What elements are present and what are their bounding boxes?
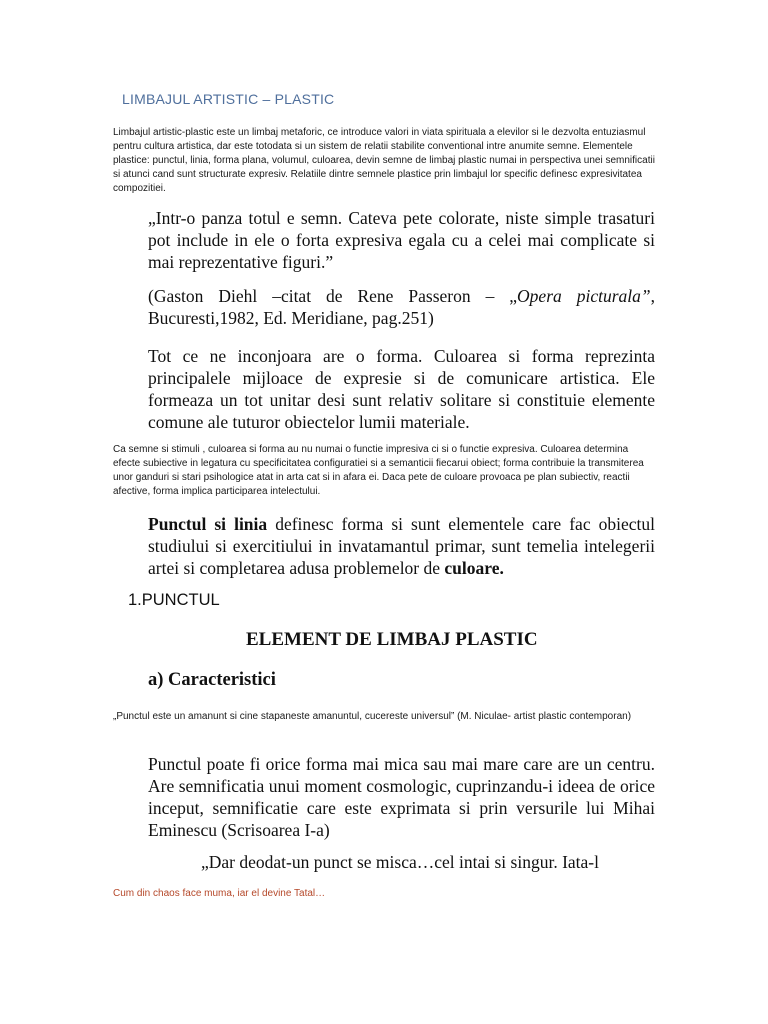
forma-paragraph (113, 345, 655, 433)
culoare-bold: culoare. (444, 558, 504, 578)
document-heading: LIMBAJUL ARTISTIC – PLASTIC (122, 91, 335, 107)
quote-paragraph (113, 207, 655, 273)
intro-paragraph: Limbajul artistic-plastic este un limbaj metaforic, ce introduce valori in viata spirituala a elevilor si le dezvolta entuziasmul pentru cultura artistica, dar este totodata si un sistem de relatii stabilite conventional intre anumite semne. Elementele plastice: punctul, linia, forma plana, volumul, culoarea, devin semne de limbaj plastic numai in perspectiva unei semnificatii si atunci cand sunt structurate expresiv. Relatiile dintre semnele plastice prin limbajul lor specific definesc expresivitatea compozitiei. (113, 127, 655, 194)
citation-text (113, 285, 655, 329)
quote-text: „Intr-o panza totul e semn. Cateva pete colorate, niste simple trasaturi pot include in ele o forta expresiva egala cu a celei mai complicate si mai reprezentative figuri.” (148, 208, 655, 272)
poem-line: „Dar deodat-un punct se misca…cel intai si singur. Iata-l (201, 852, 599, 872)
citation-after: , Bucuresti,1982, Ed. Meridiane, pag.251) (148, 286, 655, 328)
punct-paragraph (113, 753, 655, 841)
citation-before: (Gaston Diehl –citat de Rene Passeron – „ (148, 286, 518, 306)
section-heading: 1.PUNCTUL (128, 591, 220, 609)
punct-linia-text (113, 513, 655, 579)
section-title: ELEMENT DE LIMBAJ PLASTIC (246, 629, 538, 650)
punct-text: Punctul poate fi orice forma mai mica sau mai mare care are un centru. Are semnificatia unui moment cosmologic, cuprinzandu-i ideea de orice inceput, semnificatie care este exprimata si prin versurile lui Mihai Eminescu (Scrisoarea I-a) (148, 754, 655, 840)
forma-text: Tot ce ne inconjoara are o forma. Culoarea si forma reprezinta principalele mijloace de expresie si de comunicare artistica. Ele formeaza un tot unitar desi sunt relativ solitare si constituie elemente comune ale tuturor obiectelor lumii materiale. (148, 346, 655, 432)
citation-paragraph (113, 285, 655, 329)
niculae-quote: „Punctul este un amanunt si cine stapaneste amanuntul, cucereste universul” (M. Niculae- artist plastic contemporan) (113, 711, 632, 722)
stimuli-paragraph: Ca semne si stimuli , culoarea si forma au nu numai o functie impresiva ci si o functie expresiva. Culoarea determina efecte subiective in legatura cu specificitatea configuratiei si a semanticii fiecarui obiect; forma contribuie la transmiterea unor ganduri si stari psihologice atat in arta cat si in afara ei. Daca pete de culoare provoaca pe plan subiectiv, reactii afective, forma implica participarea intelectului. (113, 444, 644, 497)
punct-linia-middle: definesc forma si sunt elementele care fac obiectul studiului si exercitiului in invatamantul primar, sunt temelia intelegerii artei si completarea adusa problemelor de (148, 514, 655, 578)
citation-title: Opera picturala” (517, 286, 651, 306)
punct-linia-paragraph (113, 513, 655, 579)
poem-line-2: Cum din chaos face muma, iar el devine Tatal… (113, 888, 326, 899)
punct-linia-bold: Punctul si linia (148, 514, 268, 534)
subsection-title: a) Caracteristici (148, 670, 276, 690)
